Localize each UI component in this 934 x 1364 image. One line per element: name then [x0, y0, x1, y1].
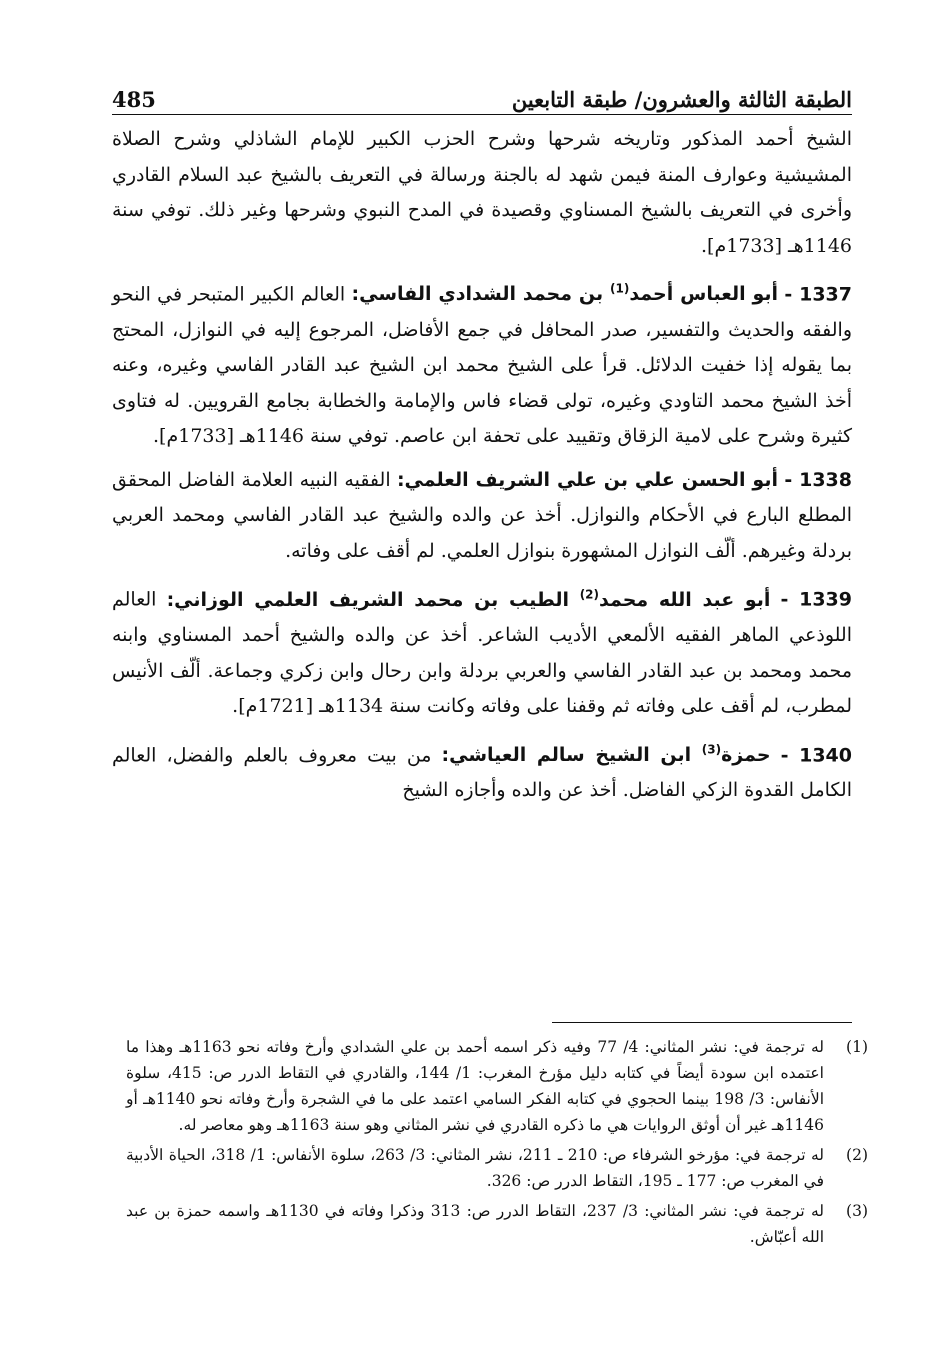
- entry-text: الفقيه النبيه العلامة الفاضل المحقق المطلع البارع في الأحكام والنوازل. أخذ عن والده والشيخ عبد القادر الفاسي ومحمد العربي بردلة وغيرهم. ألّف النوازل المشهورة بنوازل العلمي. لم أقف على وفاته.: [112, 468, 852, 562]
- footnote-ref: (2): [579, 587, 600, 602]
- entry-name-first: أبو العباس أحمد: [629, 283, 779, 306]
- footnote-marker: (1): [846, 1038, 868, 1056]
- entry-name: أبو الحسن علي بن علي الشريف العلمي:: [396, 468, 778, 491]
- entry-number: 1338 -: [784, 468, 852, 491]
- entry-name: [352, 283, 779, 305]
- entry-name-rest: ابن الشيخ سالم العياشي:: [441, 743, 692, 766]
- entry-text: العالم الكبير المتبحر في النحو والفقه والحديث والتفسير، صدر المحافل في جمع الأفاضل، المرجوع إليه في النوازل، المحتج بما يقوله إذا خفيت الدلائل. قرأ على الشيخ محمد ابن الشيخ عبد القادر الفاسي وغيره، وعنه أخذ الشيخ محمد التاودي وغيره، تولى قضاء فاس والإمامة والخطابة بجامع القرويين. له فتاوى كثيرة وشرح على لامية الزقاق وتقييد على تحفة ابن عاصم. توفي سنة 1146هـ [1733م].: [112, 283, 852, 448]
- entry-1340: [112, 733, 852, 809]
- footnote-text: له ترجمة في: نشر المثاني: 4/ 77 وفيه ذكر اسمه أحمد بن علي الشدادي وأرخ وفاته نحو 1163هـ وهذا ما اعتمده ابن سودة أيضاً في كتابه دليل مؤرخ المغرب: 1/ 144، والقادري في التقاط الدرر ص: 415، سلوة الأنفاس: 3/ 198 بينما الحجوي في كتابه الفكر السامي اعتمد على ما في الشجرة وأرخ وفاته نحو 1140هـ أو 1146هـ غير أن أوثق الروايات هي ما ذكره القادري في نشر المثاني وهو سنة 1163هـ وهو معاصر له.: [126, 1038, 825, 1134]
- entry-text: من بيت معروف بالعلم والفضل، العالم الكامل القدوة الزكي الفاضل. أخذ عن والده وأجازه الشيخ: [112, 743, 852, 802]
- entry-name: [442, 744, 771, 766]
- entry-number: 1339 -: [780, 588, 852, 611]
- footnote-2: [126, 1142, 868, 1194]
- entry-name-first: أبو عبد الله محمد: [599, 588, 771, 611]
- entry-number: 1337 -: [784, 283, 852, 306]
- entry-name-first: حمزة: [721, 743, 771, 766]
- entry-name: [167, 589, 771, 611]
- footnote-rule: [552, 1022, 852, 1023]
- entry-number: 1340 -: [780, 743, 852, 766]
- footnote-marker: (3): [846, 1202, 868, 1220]
- footnote-ref: (3): [701, 742, 722, 757]
- footnote-marker: (2): [846, 1146, 868, 1164]
- footnotes: [126, 1034, 868, 1254]
- running-title: الطبقة الثالثة والعشرون/ طبقة التابعين: [511, 87, 852, 112]
- intro-paragraph: الشيخ أحمد المذكور وتاريخه شرحها وشرح الحزب الكبير للإمام الشاذلي وشرح الصلاة المشيشية وعوارف المنة فيمن شهد له بالجنة ورسالة في التعريف بالشيخ عبد السلام القادري وأخرى في التعريف بالشيخ المسناوي وقصيدة في المدح النبوي وشرحها وغير ذلك. توفي سنة 1146هـ [1733م].: [112, 128, 852, 257]
- page-number: 485: [112, 87, 156, 112]
- footnote-text: له ترجمة في: نشر المثاني: 3/ 237، التقاط الدرر ص: 313 وذكرا وفاته في 1130هـ واسمه حمزة بن عبد الله أعبّاش.: [126, 1202, 824, 1246]
- entry-text: العالم اللوذعي الماهر الفقيه الألمعي الأديب الشاعر. أخذ عن والده والشيخ أحمد المسناوي وابنه محمد ومحمد بن عبد القادر الفاسي والعربي بردلة وابن رحال وابن زكري وجماعة. ألّف الأنيس لمطرب، لم أقف على وفاته ثم وقفنا على وفاته وكانت سنة 1134هـ [1721م].: [112, 588, 852, 718]
- header-rule: [112, 114, 852, 115]
- footnote-3: [126, 1198, 868, 1250]
- entry-1338: [112, 463, 852, 570]
- entry-1337: [112, 272, 852, 455]
- page-header: [112, 78, 852, 112]
- main-text: [112, 122, 852, 817]
- entry-1339: [112, 577, 852, 724]
- entry-name-rest: الطيب بن محمد الشريف العلمي الوزاني:: [166, 588, 569, 611]
- footnote-text: له ترجمة في: مؤرخو الشرفاء ص: 210 ـ 211، نشر المثاني: 3/ 263، سلوة الأنفاس: 1/ 318، الحياة الأدبية في المغرب ص: 177 ـ 195، التقاط الدرر ص: 326.: [126, 1146, 824, 1190]
- footnote-1: [126, 1034, 868, 1138]
- footnote-ref: (1): [610, 282, 630, 296]
- entry-name-rest: بن محمد الشدادي الفاسي:: [351, 283, 604, 306]
